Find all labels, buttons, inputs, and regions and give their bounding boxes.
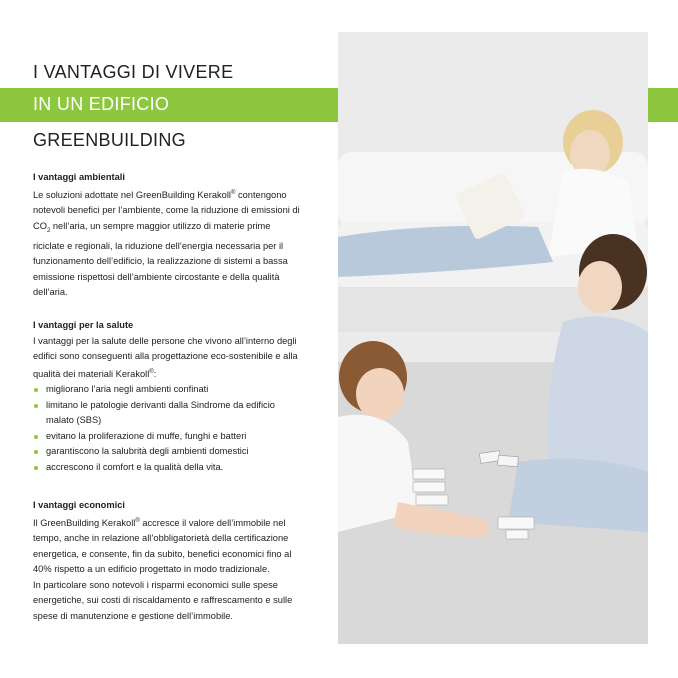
registered-mark: ®	[135, 517, 140, 524]
family-photo-illustration	[338, 32, 648, 644]
health-bullet-list	[33, 382, 303, 475]
bullet-dot-icon	[34, 450, 38, 454]
page-title-line2: IN UN EDIFICIO	[33, 94, 170, 114]
section-text-economic-1	[33, 514, 303, 578]
section-environment	[33, 170, 303, 301]
bullet-dot-icon	[34, 466, 38, 470]
section-heading-health: I vantaggi per la salute	[33, 320, 134, 330]
bullet-text: garantiscono la salubrità degli ambienti domestici	[46, 446, 249, 457]
econ-text-part-b: accresce il valore dell’immobile nel tempo, anche in relazione all’obbligatorietà della certificazione energetica, e consente, fin da subito, benefici economici fino al 40% rispetto a un edificio progettato in modo tradizionale.	[33, 517, 292, 575]
env-text-part-b: contengono notevoli benefici per l’ambiente, come la riduzione di emissioni di CO	[33, 189, 300, 231]
section-economic	[33, 498, 303, 624]
bullet-dot-icon	[34, 404, 38, 408]
env-text-part-a: Le soluzioni adottate nel GreenBuilding Kerakoll	[33, 189, 231, 200]
page-title-line1: I VANTAGGI DI VIVERE	[33, 62, 234, 82]
econ-text-part-a: Il GreenBuilding Kerakoll	[33, 517, 136, 528]
section-heading-economic: I vantaggi economici	[33, 500, 125, 510]
section-heading-environment: I vantaggi ambientali	[33, 172, 125, 182]
bullet-text: accrescono il comfort e la qualità della vita.	[46, 461, 224, 472]
list-item	[33, 429, 303, 445]
list-item	[33, 398, 303, 429]
bullet-text: migliorano l’aria negli ambienti confinati	[46, 384, 209, 395]
bullet-text: limitano le patologie derivanti dalla Sindrome da edificio malato (SBS)	[46, 399, 275, 426]
list-item	[33, 444, 303, 460]
family-photo	[338, 32, 648, 644]
list-item	[33, 382, 303, 398]
co2-subscript: 2	[46, 227, 51, 234]
health-intro-colon: :	[153, 368, 157, 379]
section-text-environment	[33, 186, 303, 301]
health-intro-text: I vantaggi per la salute delle persone che vivono all’interno degli edifici sono conseguenti alla progettazione eco-sostenibile e alla qualità dei materiali Kerakoll	[33, 335, 298, 379]
section-health	[33, 318, 303, 475]
list-item	[33, 460, 303, 476]
page-title-line3: GREENBUILDING	[33, 130, 186, 150]
registered-mark: ®	[149, 368, 154, 375]
section-intro-health	[33, 334, 303, 383]
bullet-text: evitano la proliferazione di muffe, funghi e batteri	[46, 430, 247, 441]
registered-mark: ®	[230, 189, 236, 196]
env-text-part-c: nell’aria, un sempre maggior utilizzo di materie prime riciclate e regionali, la riduzione dell’energia necessaria per il funzionamento dell’edificio, la realizzazione di sistemi a bassa emissione rispettosi dell’ambiente circostante e della qualità dell’aria.	[33, 220, 288, 298]
section-text-economic-2: In particolare sono notevoli i risparmi economici sulle spese energetiche, sui costi di riscaldamento e raffrescamento e sulle spese di manutenzione e gestione dell’immobile.	[33, 579, 293, 621]
bullet-dot-icon	[34, 388, 38, 392]
bullet-dot-icon	[34, 435, 38, 439]
